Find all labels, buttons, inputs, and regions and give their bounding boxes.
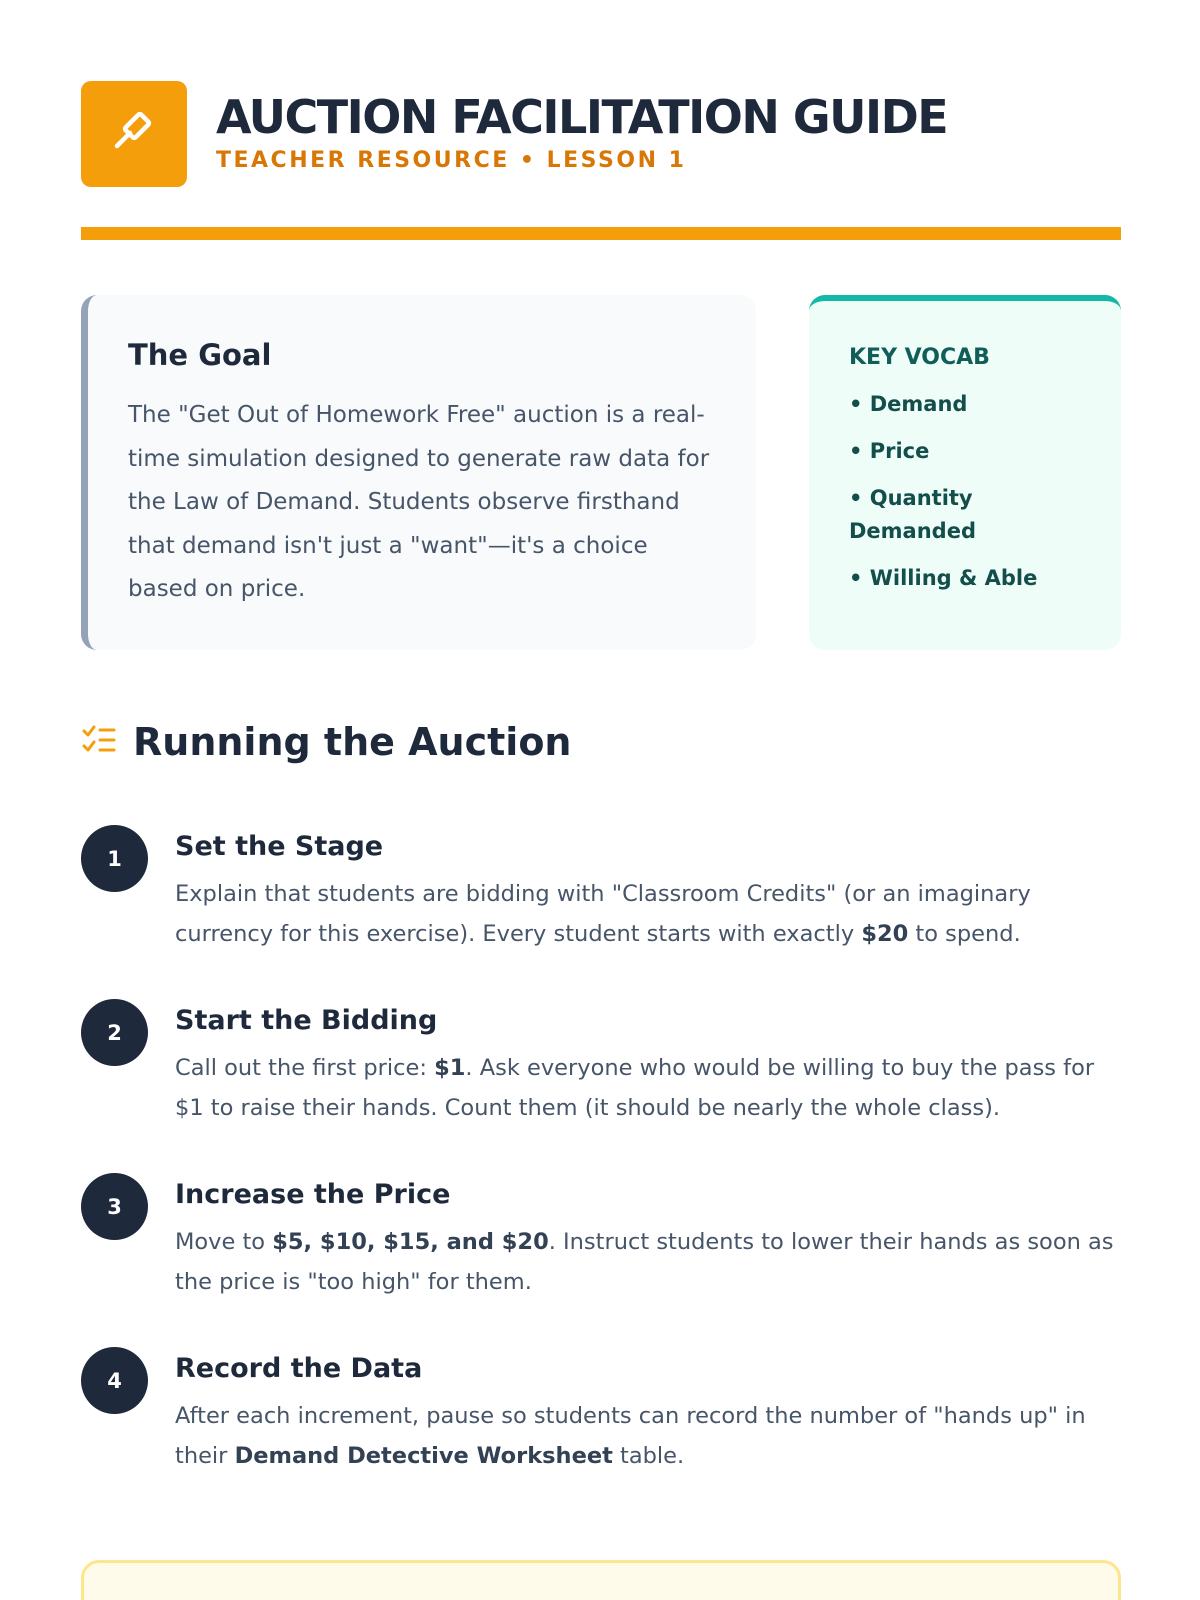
section-title: Running the Auction: [133, 720, 572, 764]
step-highlight: Demand Detective Worksheet: [234, 1443, 613, 1469]
step-text: Call out the first price: $1. Ask everyone who would be willing to buy the pass for $1 to raise their hands. Count them (it should be nearly the whole class).: [175, 1055, 1095, 1121]
step-text: After each increment, pause so students can record the number of "hands up" in their Demand Detective Worksheet table.: [175, 1403, 1086, 1469]
step-highlight: $1: [434, 1055, 466, 1081]
vocab-title: KEY VOCAB: [849, 345, 990, 370]
vocab-item: • Willing & Able: [849, 566, 1038, 590]
vocab-list: [849, 388, 1085, 595]
step-number-badge: 2: [81, 999, 148, 1066]
step-text: Explain that students are bidding with "Classroom Credits" (or an imaginary currency for this exercise). Every student starts with exactly $20 to spend.: [175, 881, 1031, 947]
steps-list: [81, 825, 1121, 1521]
step-number-badge: 4: [81, 1347, 148, 1414]
checklist-icon: [81, 722, 117, 762]
key-vocab-card: [809, 295, 1121, 650]
step-item: [81, 999, 1121, 1173]
page-title: AUCTION FACILITATION GUIDE: [216, 89, 948, 144]
vocab-item: • Demand: [849, 392, 968, 416]
goal-title: The Goal: [128, 338, 272, 372]
step-title: Increase the Price: [175, 1179, 451, 1210]
section-header: [81, 720, 571, 764]
step-highlight: $5, $10, $15, and $20: [272, 1229, 549, 1255]
step-title: Set the Stage: [175, 831, 384, 862]
step-title: Record the Data: [175, 1353, 423, 1384]
step-number-badge: 1: [81, 825, 148, 892]
vocab-item: • Quantity Demanded: [849, 486, 976, 543]
goal-text: The "Get Out of Homework Free" auction is a real-time simulation designed to generate raw data for the Law of Demand. Students observe firsthand that demand isn't just a "want"—it's a choice based on price.: [128, 402, 710, 602]
step-item: [81, 825, 1121, 999]
step-text: Move to $5, $10, $15, and $20. Instruct students to lower their hands as soon as the price is "too high" for them.: [175, 1229, 1114, 1295]
gavel-icon: [108, 106, 160, 162]
step-highlight: $20: [861, 921, 909, 947]
goal-card: [81, 295, 756, 650]
step-item: [81, 1173, 1121, 1347]
logo-badge: [81, 81, 187, 187]
step-title: Start the Bidding: [175, 1005, 438, 1036]
tip-card: [81, 1560, 1121, 1600]
header-divider: [81, 227, 1121, 240]
page-subtitle: TEACHER RESOURCE • LESSON 1: [216, 147, 687, 173]
step-number-badge: 3: [81, 1173, 148, 1240]
step-item: [81, 1347, 1121, 1521]
page-header: [81, 81, 947, 187]
vocab-item: • Price: [849, 439, 930, 463]
